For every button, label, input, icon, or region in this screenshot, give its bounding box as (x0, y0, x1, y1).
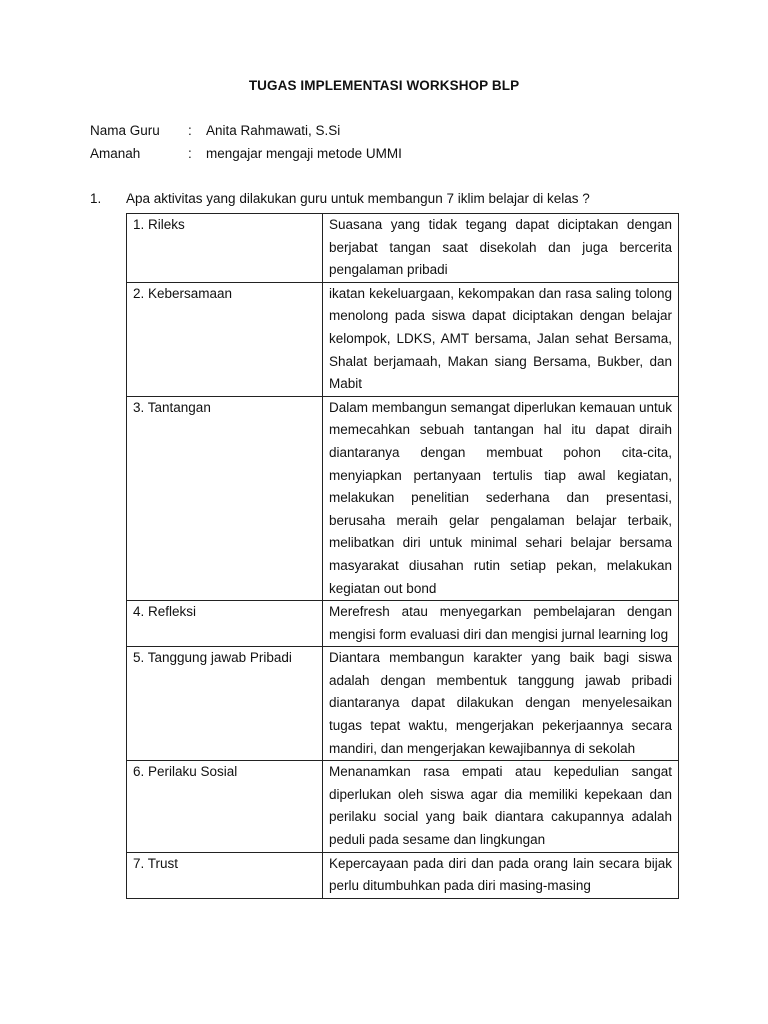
table-row (127, 282, 679, 396)
document-title: TUGAS IMPLEMENTASI WORKSHOP BLP (248, 78, 520, 93)
aspect-cell: 1. Rileks (127, 214, 323, 283)
description-cell: Suasana yang tidak tegang dapat diciptakan dengan berjabat tangan saat disekolah dan juga bercerita pengalaman pribadi (323, 214, 679, 283)
description-cell: Kepercayaan pada diri dan pada orang lain secara bijak perlu ditumbuhkan pada diri masing-masing (323, 852, 679, 898)
meta-value: mengajar mengaji metode UMMI (206, 146, 402, 161)
aspect-cell: 7. Trust (127, 852, 323, 898)
meta-value: Anita Rahmawati, S.Si (206, 123, 341, 138)
table-row (127, 647, 679, 761)
table-row (127, 761, 679, 852)
description-cell: Dalam membangun semangat diperlukan kemauan untuk memecahkan sebuah tantangan hal itu dapat diraih diantaranya dengan membuat pohon cita-cita, menyiapkan pertanyaan tertulis tiap awal kegiatan, melakukan penelitian sederhana dan presentasi, berusaha meraih gelar pengalaman belajar terbaik, melibatkan diri untuk minimal sehari belajar bersama masyarakat diusahan rutin setiap pekan, melakukan kegiatan out bond (323, 396, 679, 600)
table-row (127, 396, 679, 600)
meta-label: Nama Guru (90, 123, 160, 138)
description-cell: ikatan kekeluargaan, kekompakan dan rasa saling tolong menolong pada siswa dapat diciptakan dengan belajar kelompok, LDKS, AMT bersama, Jalan sehat Bersama, Shalat berjamaah, Makan siang Bersama, Bukber, dan Mabit (323, 282, 679, 396)
question-number: 1. (90, 191, 102, 206)
description-cell: Merefresh atau menyegarkan pembelajaran dengan mengisi form evaluasi diri dan mengisi jurnal learning log (323, 601, 679, 647)
aspect-cell: 2. Kebersamaan (127, 282, 323, 396)
meta-colon: : (188, 123, 192, 138)
meta-label: Amanah (90, 146, 141, 161)
question-text: Apa aktivitas yang dilakukan guru untuk membangun 7 iklim belajar di kelas ? (126, 191, 590, 206)
aspect-cell: 4. Refleksi (127, 601, 323, 647)
aspect-cell: 5. Tanggung jawab Pribadi (127, 647, 323, 761)
meta-colon: : (188, 146, 192, 161)
aspect-cell: 3. Tantangan (127, 396, 323, 600)
description-cell: Diantara membangun karakter yang baik bagi siswa adalah dengan membentuk tanggung jawab pribadi diantaranya dapat dilakukan dengan menyelesaikan tugas tepat waktu, mengerjakan pekerjaannya secara mandiri, dan mengerjakan kewajibannya di sekolah (323, 647, 679, 761)
table-row (127, 852, 679, 898)
aspect-cell: 6. Perilaku Sosial (127, 761, 323, 852)
learning-climate-table (126, 213, 679, 899)
table-row (127, 214, 679, 283)
table-row (127, 601, 679, 647)
description-cell: Menanamkan rasa empati atau kepedulian sangat diperlukan oleh siswa agar dia memiliki kepekaan dan perilaku social yang baik diantara cakupannya adalah peduli pada sesame dan lingkungan (323, 761, 679, 852)
